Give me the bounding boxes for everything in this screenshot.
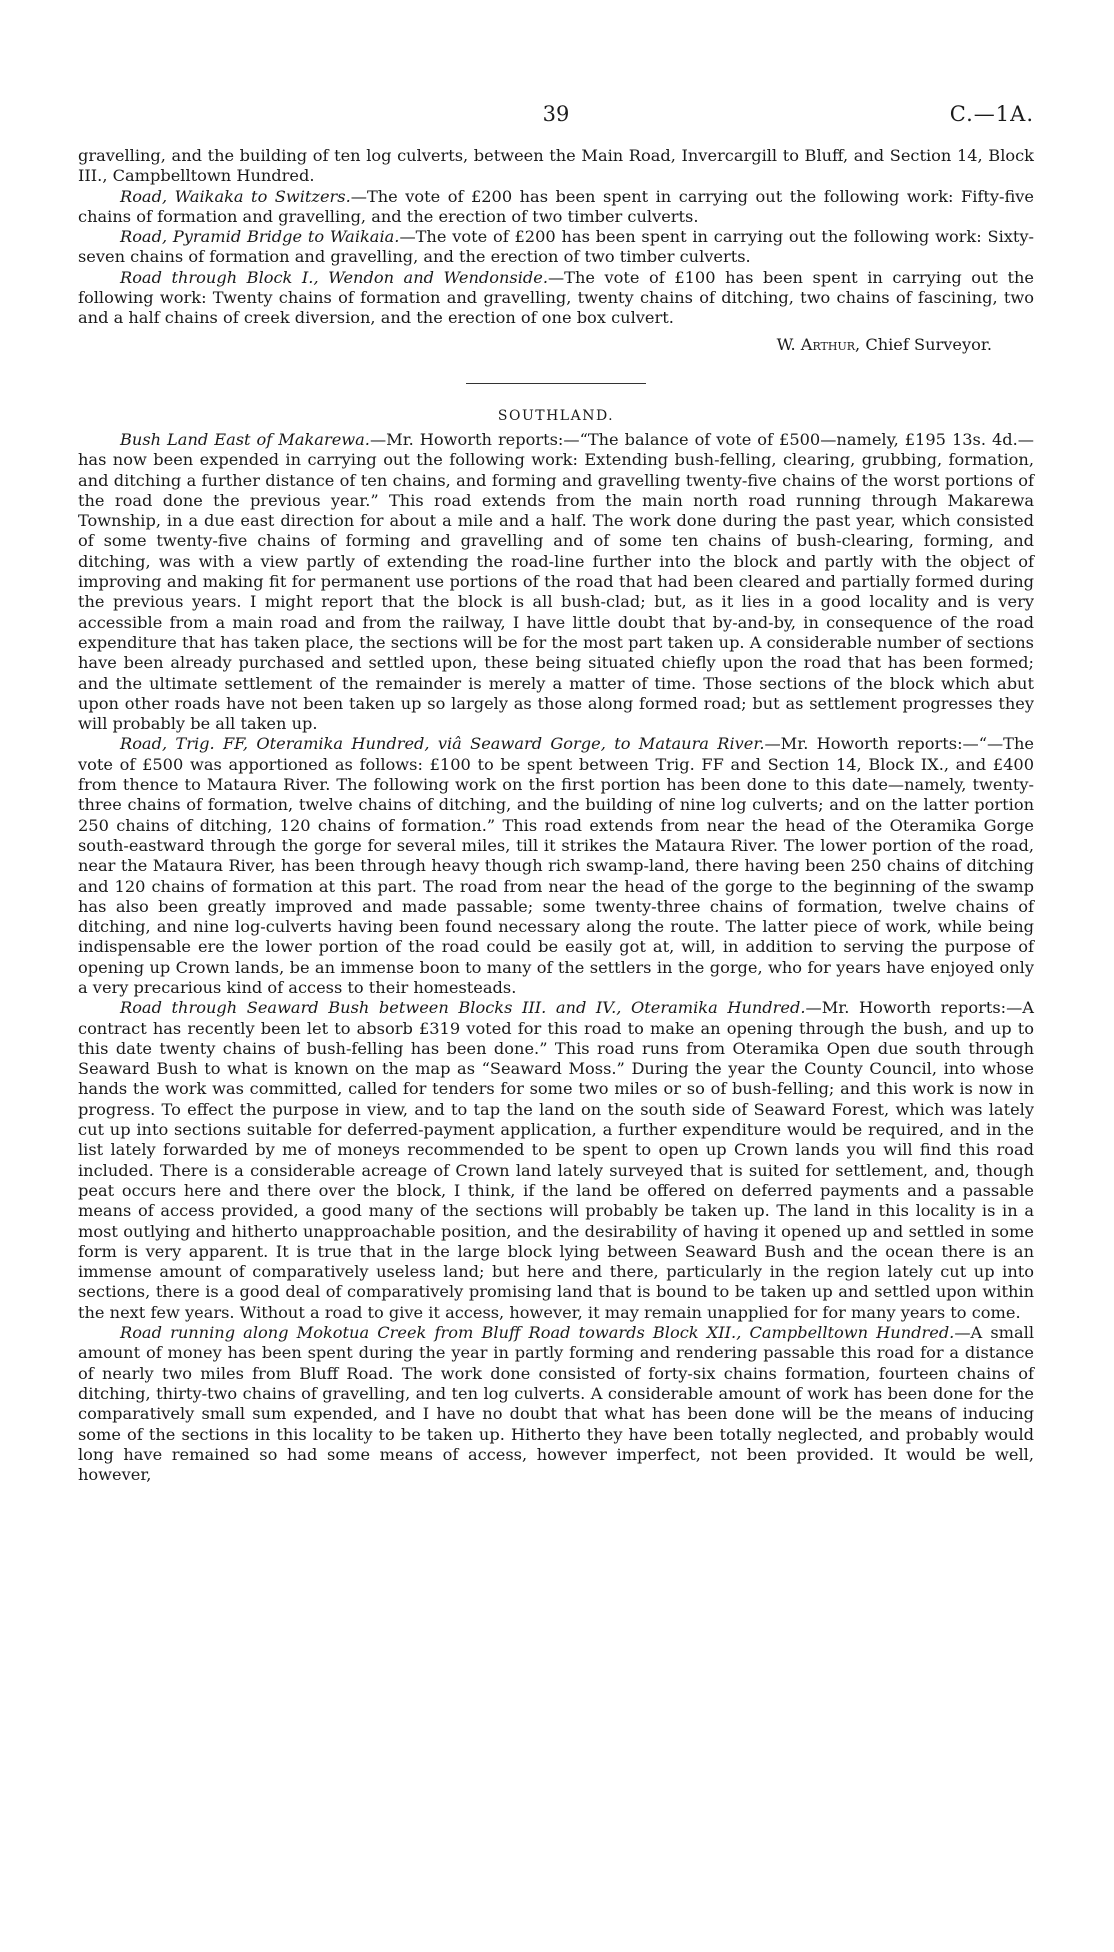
page-header [78,102,1034,146]
document-reference: C.—1A. [949,102,1034,126]
signature [78,335,1034,355]
page-number: 39 [542,102,570,126]
paragraph-pyramid-bridge [78,227,1034,268]
paragraph-makarewa [78,430,1034,734]
paragraph-heading: Road running along Mokotua Creek from Bluff Road towards Block XII., Campbelltown Hundred. [120,1323,955,1343]
paragraph-body: —The vote of £100 has been spent in carrying out the following work: Twenty chains of formation and gravelling, twenty chains of ditching, two chains of fascining, two and a half chains of creek diversion, and the erection of one box culvert. [78,267,1034,328]
paragraph-body: —A small amount of money has been spent during the year in partly forming and rendering passable this road for a distance of nearly two miles from Bluff Road. The work done consisted of forty-six chains formation, fourteen chains of ditching, thirty-two chains of gravelling, and ten log culverts. A considerable amount of work has been done for the comparatively small sum expended, and I have no doubt that what has been done will be the means of inducing some of the sections in this locality to be taken up. Hitherto they have been totally neglected, and probably would long have remained so had some means of access, however imperfect, not been provided. It would be well, however, [78,1323,1034,1485]
signature-title: Chief Surveyor. [860,334,992,354]
paragraph-heading: Road, Trig. FF, Oteramika Hundred, viâ Seaward Gorge, to Mataura River. [120,734,765,754]
paragraph-body: —The vote of £200 has been spent in carrying out the following work: Fifty-five chains of formation and gravelling, and the erection of two timber culverts. [78,186,1035,226]
paragraph-body: —Mr. Howorth reports:—“The balance of vote of £500—namely, £195 13s. 4d.—has now been expended in carrying out the following work: Extending bush-felling, clearing, grubbing, formation, and ditching a further distance of ten chains, and forming and gravelling twenty-five chains of the worst portions of the road done the previous year.” This road extends from the main north road running through Makarewa Township, in a due east direction for about a mile and a half. The work done during the past year, which consisted of some twenty-five chains of forming and gravelling and of some ten chains of bush-clearing, forming, and ditching, was with a view partly of extending the road-line further into the block and partly with the object of improving and making fit for permanent use portions of the road that had been cleared and partially formed during the previous years. I might report that the block is all bush-clad; but, as it lies in a good locality and is very accessible from a main road and from the railway, I have little doubt that by-and-by, in consequence of the road expenditure that has taken place, the sections will be for the most part taken up. A considerable number of sections have been already purchased and settled upon, these being situated chiefly upon the road that has been formed; and the ultimate settlement of the remainder is merely a matter of time. Those sections of the block which abut upon other roads have not been taken up so largely as those along formed road; but as settlement progresses they will probably be all taken up. [78,429,1034,734]
paragraph-oteramika-gorge [78,734,1034,998]
paragraph-wendon [78,268,1034,329]
intro-section [78,146,1034,329]
paragraph-heading: Road, Pyramid Bridge to Waikaia. [120,227,400,247]
paragraph-heading: Road through Block I., Wendon and Wendonside. [120,267,548,287]
signature-name: W. Arthur, [776,334,861,354]
southland-section [78,430,1034,1485]
continuation-paragraph: gravelling, and the building of ten log culverts, between the Main Road, Invercargill to Bluff, and Section 14, Block III., Campbelltown Hundred. [78,146,1034,186]
document-page [78,102,1034,1485]
paragraph-heading: Road, Waikaka to Switzers. [120,186,351,206]
paragraph-seaward-bush [78,998,1034,1323]
paragraph-body: —Mr. Howorth reports:—A contract has recently been let to absorb £319 voted for this road to make an opening through the bush, and up to this date twenty chains of bush-felling has been done.” This road runs from Oteramika Open due south through Seaward Bush to what is known on the map as “Seaward Moss.” During the year the County Council, into whose hands the work was committed, called for tenders for some two miles or so of bush-felling; and this work is now in progress. To effect the purpose in view, and to tap the land on the south side of Seaward Forest, which was lately cut up into sections suitable for deferred-payment application, a further expenditure would be required, and in the list lately forwarded by me of moneys recommended to be spent to open up Crown lands you will find this road included. There is a considerable acreage of Crown land lately surveyed that is suited for settlement, and, though peat occurs here and there over the block, I think, if the land be offered on deferred payments and a passable means of access provided, a good many of the sections will probably be taken up. The land in this locality is in a most outlying and hitherto unapproachable position, and the desirability of having it opened up and settled in some form is very apparent. It is true that in the large block lying between Seaward Bush and the ocean there is an immense amount of comparatively useless land; but here and there, particularly in the region lately cut up into sections, there is a good deal of comparatively promising land that is bound to be taken up and settled upon within the next few years. Without a road to give it access, however, it may remain unapplied for for many years to come. [78,998,1034,1322]
paragraph-mokotua-creek [78,1323,1034,1485]
paragraph-waikaka [78,187,1034,228]
paragraph-body: —The vote of £200 has been spent in carrying out the following work: Sixty-seven chains of formation and gravelling, and the erection of two timber culverts. [78,227,1034,267]
section-title-southland: SOUTHLAND. [497,407,615,424]
paragraph-heading: Bush Land East of Makarewa. [120,429,370,449]
section-divider [466,383,646,384]
paragraph-body: —Mr. Howorth reports:—“—The vote of £500 was apportioned as follows: £100 to be spent between Trig. FF and Section 14, Block IX., and £400 from thence to Mataura River. The following work on the first portion has been done to this date—namely, twenty-three chains of formation, twelve chains of ditching, and the building of nine log culverts; and on the latter portion 250 chains of ditching, 120 chains of formation.” This road extends from near the head of the Oteramika Gorge south-eastward through the gorge for several miles, till it strikes the Mataura River. The lower portion of the road, near the Mataura River, has been through heavy though rich swamp-land, there having been 250 chains of ditching and 120 chains of formation at this part. The road from near the head of the gorge to the beginning of the swamp has also been greatly improved and made passable; some twenty-three chains of formation, twelve chains of ditching, and nine log-culverts having been found necessary along the route. The latter piece of work, while being indispensable ere the lower portion of the road could be easily got at, will, in addition to serving the purpose of opening up Crown lands, be an immense boon to many of the settlers in the gorge, who for years have enjoyed only a very precarious kind of access to their homesteads. [78,734,1034,997]
paragraph-heading: Road through Seaward Bush between Blocks III. and IV., Oteramika Hundred. [120,998,806,1018]
